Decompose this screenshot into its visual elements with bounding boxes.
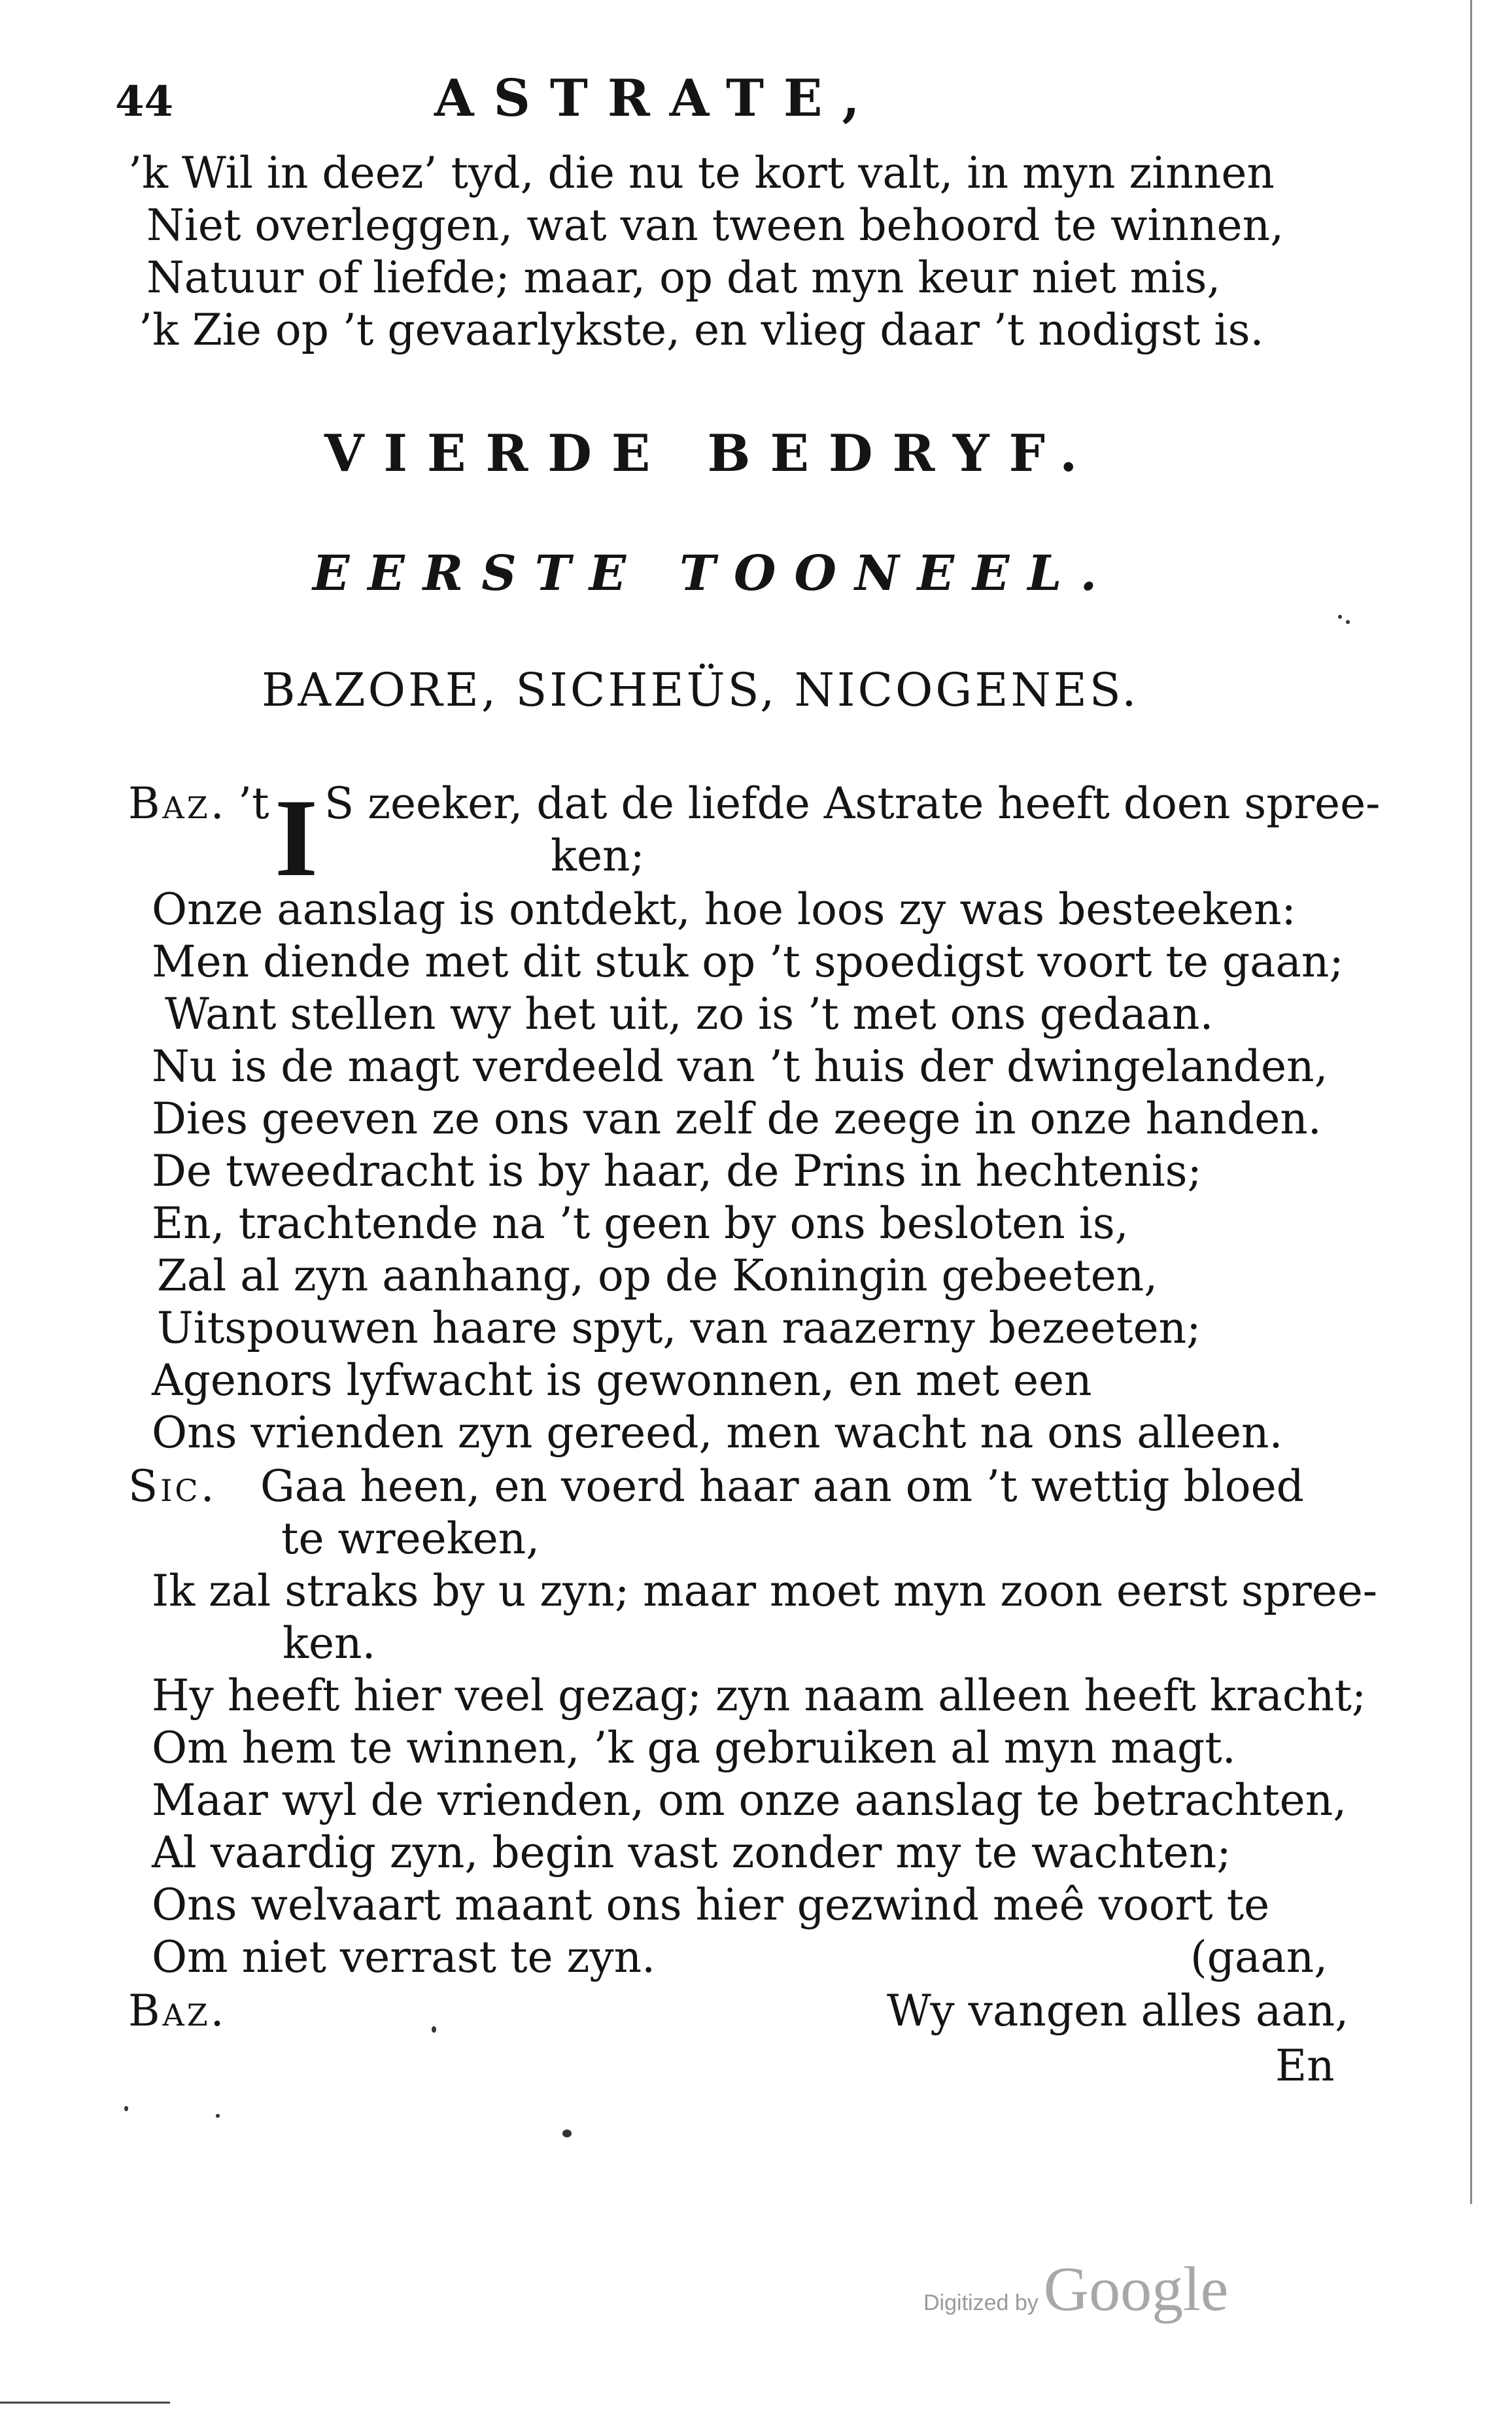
ink-speck [562, 2130, 572, 2137]
watermark-small-text: Digitized by [923, 2290, 1039, 2315]
verse-line: Om hem te winnen, ’k ga gebruiken al myn magt. [152, 1723, 1236, 1773]
drop-capital: I [275, 776, 318, 899]
page-number-marker: 44 [115, 77, 174, 126]
verse-line-continuation: ken; [551, 831, 645, 881]
google-watermark [923, 2252, 1228, 2325]
verse-line: Gaa heen, en voerd haar aan om ’t wettig bloed [260, 1461, 1304, 1511]
verse-line: Ik zal straks by u zyn; maar moet myn zoon eerst spree- [152, 1566, 1378, 1616]
scene-title: EERSTE TOONEEL. [313, 545, 1116, 602]
act-title: VIERDE BEDRYF. [324, 424, 1097, 483]
verse-line: Maar wyl de vrienden, om onze aanslag te betrachten, [152, 1775, 1347, 1825]
verse-line: Om niet verrast te zyn. [152, 1932, 656, 1982]
verse-line: ’k Wil in deez’ tyd, die nu te kort valt, in myn zinnen [128, 148, 1275, 198]
verse-line: Agenors lyfwacht is gewonnen, en met een [152, 1355, 1092, 1406]
verse-line: Nu is de magt verdeeld van ’t huis der dwingelanden, [152, 1041, 1328, 1092]
verse-line: En, trachtende na ’t geen by ons besloten is, [152, 1198, 1129, 1249]
cast-list: BAZORE, SICHEÜS, NICOGENES. [262, 663, 1139, 717]
verse-line: Onze aanslag is ontdekt, hoe loos zy was besteeken: [152, 884, 1296, 935]
verse-line: S zeeker, dat de liefde Astrate heeft doen spree- [324, 778, 1381, 829]
ink-speck [124, 2106, 128, 2111]
verse-line: Zal al zyn aanhang, op de Koningin gebeeten, [157, 1251, 1158, 1301]
ink-speck [1346, 620, 1350, 624]
speaker-label: Baz. [128, 778, 227, 829]
verse-line: Dies geeven ze ons van zelf de zeege in onze handen. [152, 1094, 1322, 1144]
verse-line: Ons vrienden zyn gereed, men wacht na ons alleen. [152, 1407, 1283, 1458]
ink-speck [216, 2114, 220, 2118]
ink-speck [1338, 615, 1342, 619]
verse-line: Ons welvaart maant ons hier gezwind meê voort te [152, 1880, 1270, 1930]
google-logo-text: Google [1043, 2254, 1229, 2324]
speaker-label: Baz. [128, 1986, 227, 2036]
verse-line: Men diende met dit stuk op ’t spoedigst voort te gaan; [152, 937, 1344, 987]
catchword: En [1275, 2041, 1335, 2091]
verse-line: Hy heeft hier veel gezag; zyn naam alleen heeft kracht; [152, 1670, 1367, 1721]
verse-line: Niet overleggen, wat van tween behoord te winnen, [146, 200, 1284, 250]
verse-line-continuation: te wreeken, [281, 1513, 540, 1564]
turnover-word: (gaan, [1190, 1932, 1328, 1982]
running-head: ASTRATE, [434, 69, 880, 128]
verse-line: Want stellen wy het uit, zo is ’t met ons gedaan. [165, 989, 1214, 1039]
speaker-label: Sic. [128, 1461, 217, 1511]
page-edge-rule [1470, 0, 1472, 2204]
verse-line: Wy vangen alles aan, [887, 1986, 1349, 2036]
verse-line: ’k Zie op ’t gevaarlykste, en vlieg daar ’t nodigst is. [139, 305, 1264, 355]
ink-speck [432, 2026, 436, 2033]
dropcap-prefix: ’t [238, 778, 269, 829]
verse-line: De tweedracht is by haar, de Prins in hechtenis; [152, 1146, 1202, 1196]
verse-line-continuation: ken. [283, 1618, 376, 1668]
verse-line: Uitspouwen haare spyt, van raazerny bezeeten; [157, 1303, 1201, 1353]
verse-line: Natuur of liefde; maar, op dat myn keur niet mis, [146, 252, 1221, 303]
verse-line: Al vaardig zyn, begin vast zonder my te wachten; [152, 1827, 1231, 1878]
bottom-rule [0, 2402, 170, 2404]
